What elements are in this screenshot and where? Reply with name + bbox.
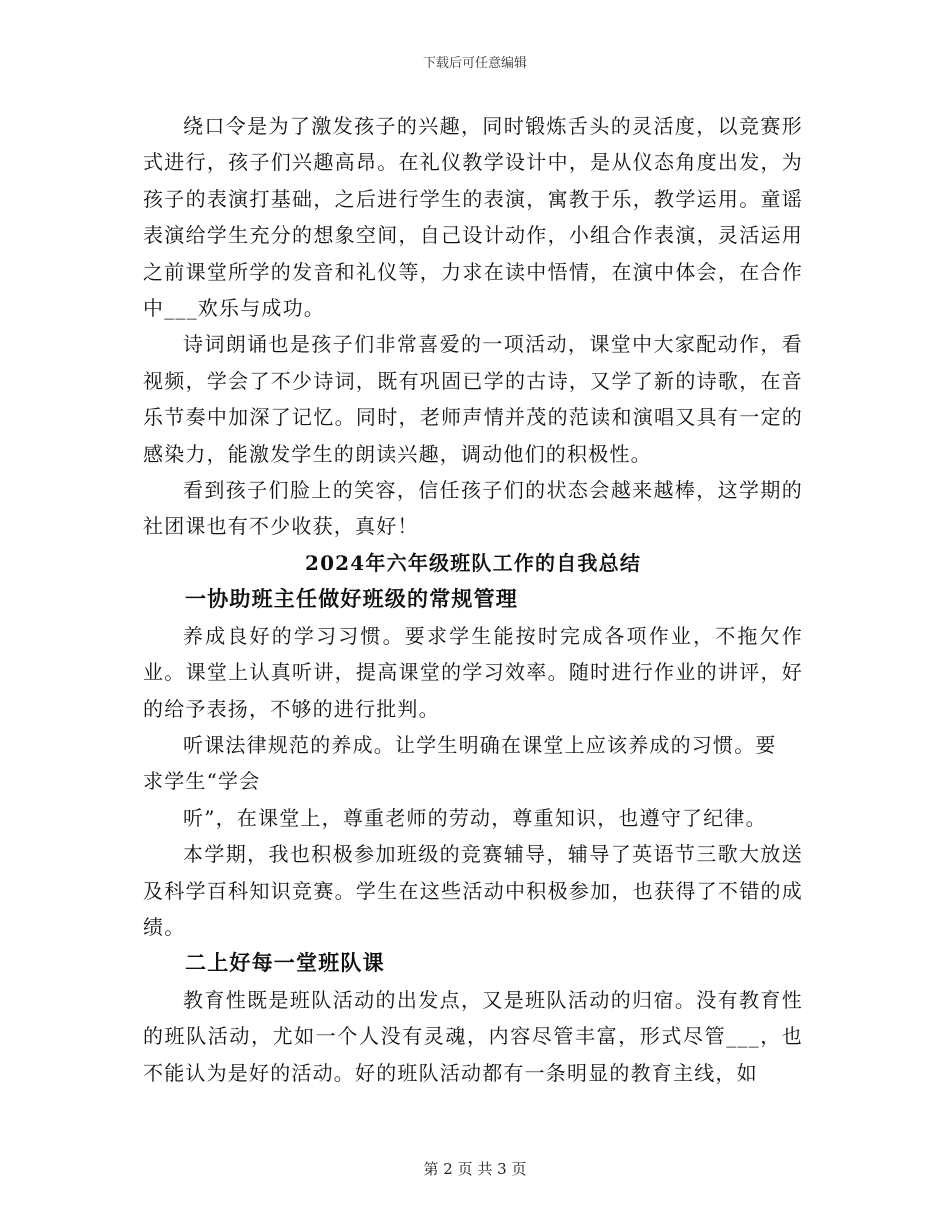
paragraph-class-rules-cont: 求学生“学会 — [143, 769, 261, 794]
page-footer: 第 2 页 共 3 页 — [423, 1160, 527, 1178]
page-header: 下载后可任意编辑 — [422, 56, 527, 71]
paragraph-education: 教育性既是班队活动的出发点，又是班队活动的归宿。没有教育性的班队活动，尤如一个人没有灵魂，内容尽管丰富，形式尽管___，也不能认为是好的活动。好的班队活动都有一条明显的教育主线，如 — [143, 987, 803, 1085]
paragraph-conclusion: 看到孩子们脸上的笑容，信任孩子们的状态会越来越棒，这学期的社团课也有不少收获，真好！ — [143, 478, 803, 539]
section-heading-2: 二上好每一堂班队课 — [185, 950, 385, 976]
paragraph-competitions: 本学期，我也积极参加班级的竞赛辅导，辅导了英语节三歌大放送及科学百科知识竞赛。学生在这些活动中积极参加，也获得了不错的成绩。 — [143, 842, 803, 939]
section-heading-1: 一协助班主任做好班级的常规管理 — [185, 586, 518, 612]
document-title: 2024年六年级班队工作的自我总结 — [304, 550, 642, 575]
paragraph-study-habits: 养成良好的学习习惯。要求学生能按时完成各项作业，不拖欠作业。课堂上认真听讲，提高课堂的学习效率。随时进行作业的讲评，好的给予表扬，不够的进行批判。 — [143, 623, 803, 721]
paragraph-poetry: 诗词朗诵也是孩子们非常喜爱的一项活动，课堂中大家配动作，看视频，学会了不少诗词，既有巩固已学的古诗，又学了新的诗歌，在音乐节奏中加深了记忆。同时，老师声情并茂的范读和演唱又具有一定的感染力，能激发学生的朗读兴趣，调动他们的积极性。 — [143, 332, 803, 466]
document-body — [143, 108, 803, 1091]
paragraph-class-rules: 听课法律规范的养成。让学生明确在课堂上应该养成的习惯。要 — [183, 732, 777, 757]
paragraph-tongue-twister: 绕口令是为了激发孩子的兴趣，同时锻炼舌头的灵活度，以竞赛形式进行，孩子们兴趣高昂。在礼仪教学设计中，是从仪态角度出发，为孩子的表演打基础，之后进行学生的表演，寓教于乐，教学运用。童谣表演给学生充分的想象空间，自己设计动作，小组合作表演，灵活运用之前课堂所学的发音和礼仪等，力求在读中悟情，在演中体会，在合作中___欢乐与成功。 — [143, 114, 803, 321]
paragraph-listening: 听”，在课堂上，尊重老师的劳动，尊重知识，也遵守了纪律。 — [183, 805, 767, 830]
